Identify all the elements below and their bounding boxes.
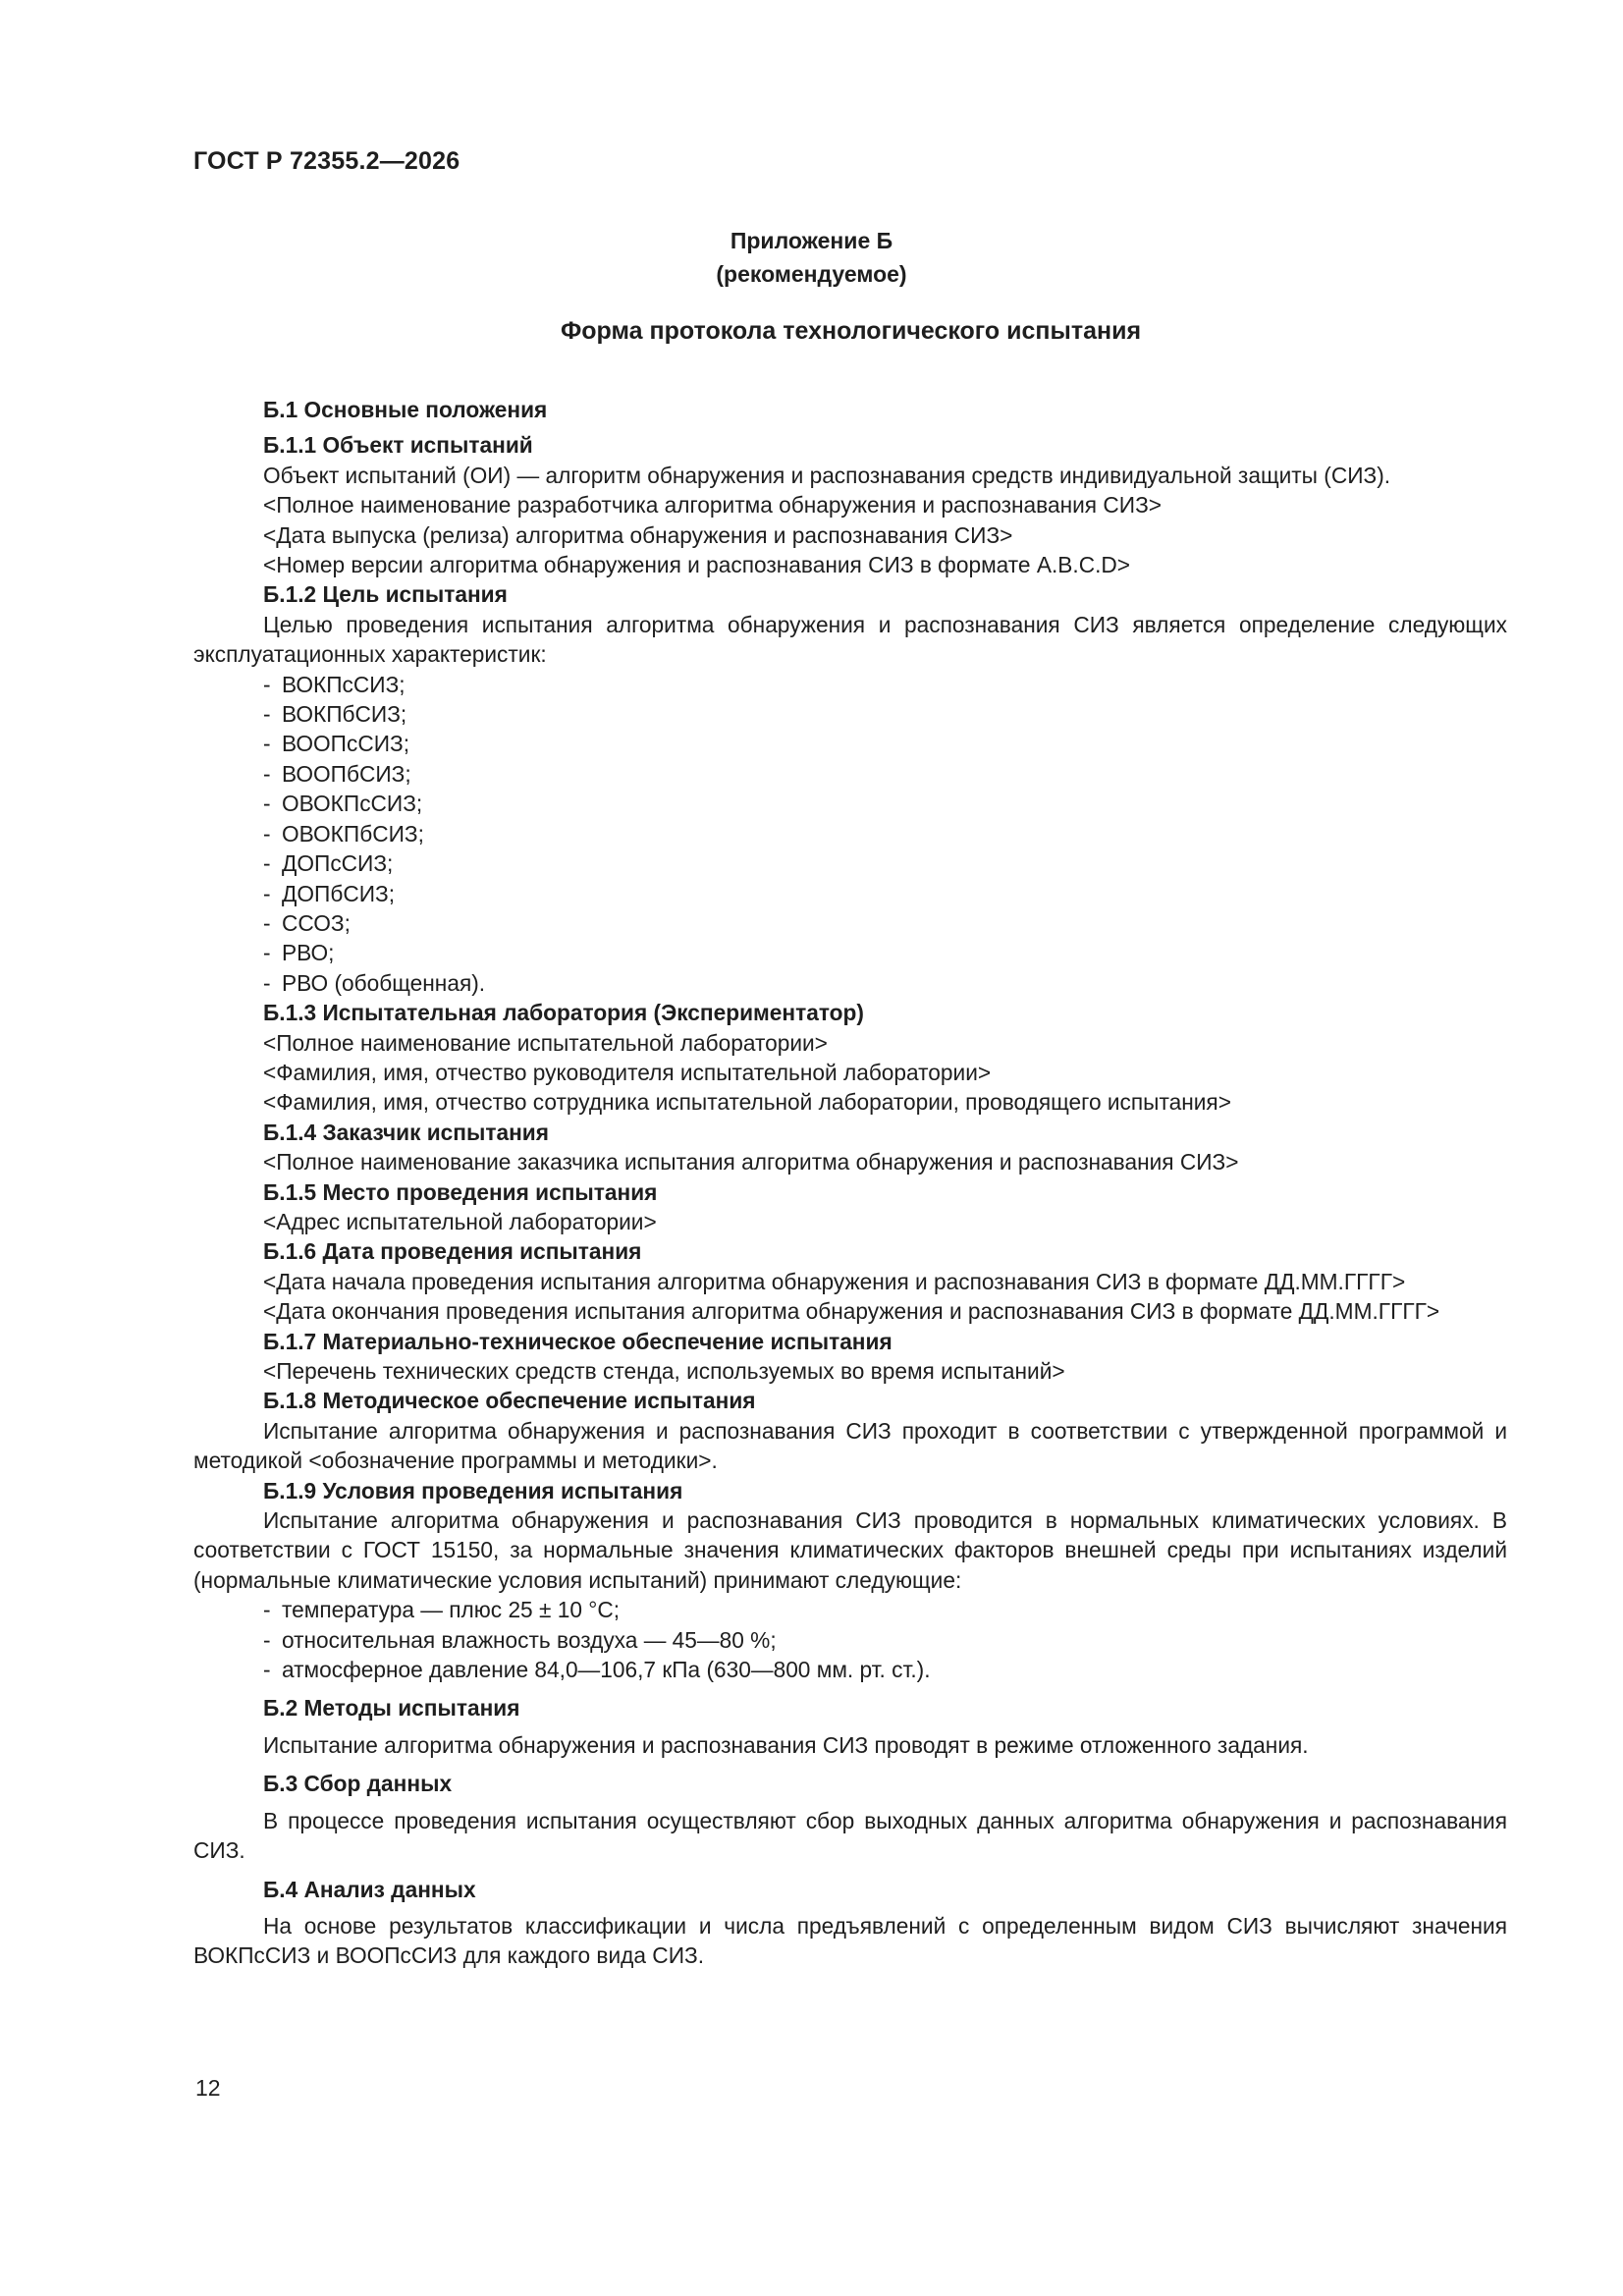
list-dash: - <box>263 1597 271 1623</box>
section-heading-b2: Б.2 Методы испытания <box>263 1695 520 1722</box>
list-dash: - <box>263 940 271 966</box>
list-item <box>263 789 1507 818</box>
list-item <box>263 670 1507 699</box>
list-item-text: ВООПсСИЗ; <box>282 731 410 757</box>
list-item-text: РВО (обобщенная). <box>282 969 486 996</box>
list-dash: - <box>263 1626 271 1653</box>
paragraph: Испытание алгоритма обнаружения и распознавания СИЗ проводится в нормальных климатических условиях. В соответствии с ГОСТ 15150, за нормальные значения климатических факторов внешней среды при испытаниях изделий (нормальные климатические условия испытаний) принимают следующие: <box>193 1507 1507 1593</box>
list-dash: - <box>263 820 271 847</box>
text-line: <Дата начала проведения испытания алгоритма обнаружения и распознавания СИЗ в формате ДД.ММ.ГГГГ> <box>263 1268 1406 1294</box>
list-item <box>263 1595 1507 1624</box>
text-line: <Адрес испытательной лаборатории> <box>263 1208 657 1234</box>
section-heading-b1-4: Б.1.4 Заказчик испытания <box>263 1119 549 1145</box>
list-item <box>263 699 1507 729</box>
section-heading-b1-2: Б.1.2 Цель испытания <box>263 581 508 608</box>
list-dash: - <box>263 969 271 996</box>
section-heading-b1-3: Б.1.3 Испытательная лаборатория (Экспериментатор) <box>263 1000 864 1026</box>
text-line: <Фамилия, имя, отчество сотрудника испытательной лаборатории, проводящего испытания> <box>263 1089 1231 1116</box>
paragraph: Испытание алгоритма обнаружения и распознавания СИЗ проводят в режиме отложенного задания. <box>263 1731 1309 1758</box>
text-line: <Полное наименование разработчика алгоритма обнаружения и распознавания СИЗ> <box>263 492 1163 519</box>
appendix-heading <box>0 224 1623 291</box>
list-item <box>263 819 1507 848</box>
form-title: Форма протокола технологического испытания <box>560 317 1142 345</box>
appendix-status: (рекомендуемое) <box>716 261 907 287</box>
paragraph: В процессе проведения испытания осуществляют сбор выходных данных алгоритма обнаружения и распознавания СИЗ. <box>193 1807 1507 1864</box>
section-heading-b1-1: Б.1.1 Объект испытаний <box>263 432 533 459</box>
text-line: <Номер версии алгоритма обнаружения и распознавания СИЗ в формате A.B.C.D> <box>263 552 1131 578</box>
list-item-text: ВОКПсСИЗ; <box>282 671 406 697</box>
list-item <box>263 908 1507 938</box>
text-line: <Полное наименование заказчика испытания алгоритма обнаружения и распознавания СИЗ> <box>263 1149 1239 1175</box>
section-heading-b4: Б.4 Анализ данных <box>263 1876 476 1902</box>
list-dash: - <box>263 701 271 728</box>
list-item-text: ОВОКПбСИЗ; <box>282 820 424 847</box>
list-item-text: относительная влажность воздуха — 45—80 %; <box>282 1626 777 1653</box>
list-item-text: атмосферное давление 84,0—106,7 кПа (630—800 мм. рт. ст.). <box>282 1657 931 1683</box>
list-item-text: ОВОКПсСИЗ; <box>282 791 423 817</box>
page-number: 12 <box>195 2075 221 2101</box>
list-item <box>263 968 1507 998</box>
list-item <box>263 1655 1507 1684</box>
list-item <box>263 879 1507 908</box>
list-dash: - <box>263 880 271 906</box>
text-line: Объект испытаний (ОИ) — алгоритм обнаружения и распознавания средств индивидуальной защиты (СИЗ). <box>263 462 1391 488</box>
list-item-text: ДОПсСИЗ; <box>282 850 394 877</box>
list-item-text: ВОКПбСИЗ; <box>282 701 407 728</box>
list-item <box>263 938 1507 967</box>
section-heading-b1-6: Б.1.6 Дата проведения испытания <box>263 1238 642 1265</box>
paragraph: Испытание алгоритма обнаружения и распознавания СИЗ проходит в соответствии с утвержденной программой и методикой <обозначение программы и методики>. <box>193 1417 1507 1474</box>
list-dash: - <box>263 671 271 697</box>
appendix-label: Приложение Б <box>730 228 893 253</box>
list-item-text: ССОЗ; <box>282 909 351 936</box>
list-item <box>263 729 1507 758</box>
section-heading-b1-5: Б.1.5 Место проведения испытания <box>263 1178 658 1205</box>
list-dash: - <box>263 731 271 757</box>
list-item-text: РВО; <box>282 940 335 966</box>
list-item <box>263 848 1507 878</box>
section-heading-b3: Б.3 Сбор данных <box>263 1771 453 1797</box>
paragraph: На основе результатов классификации и числа предъявлений с определенным видом СИЗ вычисляют значения ВОКПсСИЗ и ВООПсСИЗ для каждого вида СИЗ. <box>193 1912 1507 1969</box>
document-body <box>193 395 1507 1971</box>
text-line: <Фамилия, имя, отчество руководителя испытательной лаборатории> <box>263 1059 992 1085</box>
section-heading-b1-8: Б.1.8 Методическое обеспечение испытания <box>263 1388 756 1414</box>
list-dash: - <box>263 791 271 817</box>
text-line: <Полное наименование испытательной лаборатории> <box>263 1029 828 1056</box>
list-item-text: ДОПбСИЗ; <box>282 880 396 906</box>
document-code: ГОСТ Р 72355.2—2026 <box>193 147 460 175</box>
section-heading-b1-9: Б.1.9 Условия проведения испытания <box>263 1477 683 1503</box>
text-line: <Дата выпуска (релиза) алгоритма обнаружения и распознавания СИЗ> <box>263 521 1013 548</box>
text-line: <Перечень технических средств стенда, используемых во время испытаний> <box>263 1358 1065 1384</box>
paragraph: Целью проведения испытания алгоритма обнаружения и распознавания СИЗ является определение следующих эксплуатационных характеристик: <box>193 611 1507 668</box>
list-item <box>263 1625 1507 1655</box>
list-dash: - <box>263 850 271 877</box>
list-dash: - <box>263 760 271 787</box>
list-item-text: ВООПбСИЗ; <box>282 760 411 787</box>
list-dash: - <box>263 1657 271 1683</box>
list-item <box>263 759 1507 789</box>
text-line: <Дата окончания проведения испытания алгоритма обнаружения и распознавания СИЗ в формате ДД.ММ.ГГГГ> <box>263 1298 1440 1325</box>
section-heading-b1-7: Б.1.7 Материально-техническое обеспечение испытания <box>263 1328 893 1354</box>
list-item-text: температура — плюс 25 ± 10 °С; <box>282 1597 621 1623</box>
list-dash: - <box>263 909 271 936</box>
section-heading-b1: Б.1 Основные положения <box>263 397 548 422</box>
